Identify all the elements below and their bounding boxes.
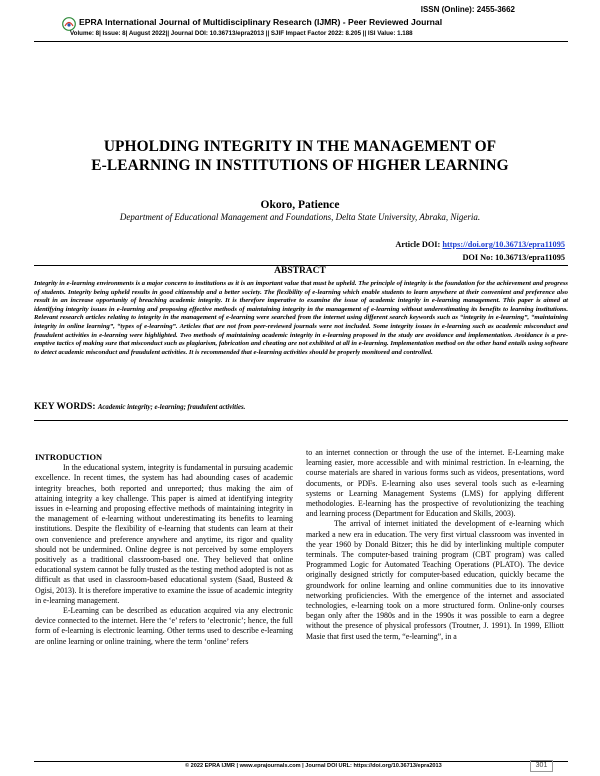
abstract-bottom-rule — [34, 420, 568, 421]
abstract-body: Integrity in e-learning environments is a major concern to institutions as it is an important value that must be upheld. The principle of integrity is the foundation for the achievement and progress of students. Integrity being upheld results in good citizenship and a better society. The flexibility of e-learning which enable students to learn anywhere at their convenient and preference also result in an increase opportunity of breaching academic integrity. It is therefore imperative to examine the issue of academic integrity in e-learning management. This paper is aimed at identifying integrity issues in e-learning and proposing effective methods of maintaining integrity in the management of e-learning without underestimating its benefits to learning institutions. Relevant research articles relating to integrity in the management of e-learning were searched from the internet using different search keywords such as “integrity in e-learning”, “maintaining integrity in online learning”, “types of e-learning”. Articles that are not from peer-reviewed journals were not included. Some integrity issues in e-learning such as academic misconduct and fraudulent activities in e-learning were highlighted. Two methods of maintaining academic integrity in e-learning proposed in the study are avoidance and implementation. Avoidance is a pre-emptive tactics of making sure that misconduct such as plagiarism, fabrication and cheating are not exhibited at all in e-learning. Implementation method on the other hand entails using software to detect academic misconduct and fraudulent activities. It is recommended that e-learning activities should be properly monitored and controlled. — [34, 280, 568, 356]
intro-paragraph-2: E-Learning can be described as education acquired via any electronic device connected to the internet. Here the ‘e’ refers to ‘electronic’; hence, the full form of e-learning is electronic learning. Other terms used to describe e-learning are online learning or online training, where the term ‘online’ refers — [35, 606, 293, 646]
journal-meta: Volume: 8| Issue: 8| August 2022|| Journal DOI: 10.36713/epra2013 || SJIF Impact Factor 2022: 8.205 || ISI Value: 1.188 — [70, 30, 413, 37]
abstract-heading: ABSTRACT — [274, 266, 326, 276]
doi-number: DOI No: 10.36713/epra11095 — [462, 253, 565, 262]
journal-title: EPRA International Journal of Multidisciplinary Research (IJMR) - Peer Reviewed Journal — [79, 17, 443, 27]
left-column — [35, 453, 293, 647]
doi-label: Article DOI: — [395, 240, 443, 249]
doi-link[interactable]: https://doi.org/10.36713/epra11095 — [442, 240, 565, 249]
journal-logo-icon — [62, 17, 76, 31]
keywords-text: Academic integrity; e-learning; fraudulent activities. — [97, 404, 246, 411]
title-line-1: UPHOLDING INTEGRITY IN THE MANAGEMENT OF — [103, 138, 497, 155]
right-column — [306, 448, 564, 642]
author-name: Okoro, Patience — [260, 199, 340, 211]
article-doi — [395, 240, 565, 249]
intro-paragraph-3: to an internet connection or through the use of the internet. E-Learning make learning easier, more accessible and with minimal restriction. In e-learning, the course materials are shared in various forms such as videos, presentations, word documents, or PDFs. E-learning also uses several tools such as e-learning systems or Learning Management Systems (LMS) for applying different methodologies. E-learning has the prospective of revolutionizing the teaching and learning process (Department for Education and Skills, 2003). — [306, 448, 564, 519]
footer-rule — [34, 761, 568, 762]
keywords-label: KEY WORDS: — [34, 402, 98, 412]
page-number: 301 — [530, 760, 553, 772]
article-title — [0, 138, 600, 175]
title-line-2: E-LEARNING IN INSTITUTIONS OF HIGHER LEARNING — [91, 156, 509, 174]
intro-paragraph-4: The arrival of internet initiated the development of e-learning which marked a new era in education. The very first virtual classroom was invented in the year 1960 by Donald Bitzer; this he did by interlinking multiple computer terminals. The computer-based training program (CBT program) was called Programmed Logic for Automated Teaching Operations (PLATO). The device originally designed strictly for computer-based education, quickly became the groundwork for online learning and online communities due to its innovative networking proficiencies. With the emergence of the internet and associated technologies, e-learning took on a more structured form. Online-only courses began only after the 1980s and in the 1990s it was possible to earn a degree without the presence of physical professors (Troutner, J. 1991). In 1999, Elliott Masie that first used the term, “e-learning”, in a — [306, 519, 564, 641]
keywords — [34, 402, 568, 412]
issn: ISSN (Online): 2455-3662 — [420, 5, 515, 14]
footer-text: © 2022 EPRA IJMR | www.eprajournals.com | Journal DOI URL: https://doi.org/10.36713/epra2013 — [185, 763, 442, 769]
introduction-heading: INTRODUCTION — [35, 453, 103, 462]
author-affiliation: Department of Educational Management and Foundations, Delta State University, Abraka, Nigeria. — [119, 212, 481, 222]
header-rule — [34, 41, 568, 42]
intro-paragraph-1: In the educational system, integrity is fundamental in pursuing academic excellence. In recent times, the system has had abounding cases of academic integrity breaches, both reported and unreported; thus making the aim of attaining integrity a key challenge. This paper is aimed at identifying integrity issues in e-learning and proposing effective methods of maintaining integrity in the management of e-learning without underestimating its benefits to learning institutions. Despite the flexibility of e-learning that students can learn at their own convenience and preference anywhere and anytime, its rigor and quality should not be undermined. Online degree is not perceived by some employers positively as a traditional classroom-based one. They believed that online educational system cannot be fully trusted as the testing method adopted is not as difficult as that used in classroom-based educational system (Saad, Busteed & Ogisi, 2013). It is therefore imperative to examine the issue of academic integrity in e-learning management. — [35, 463, 293, 605]
